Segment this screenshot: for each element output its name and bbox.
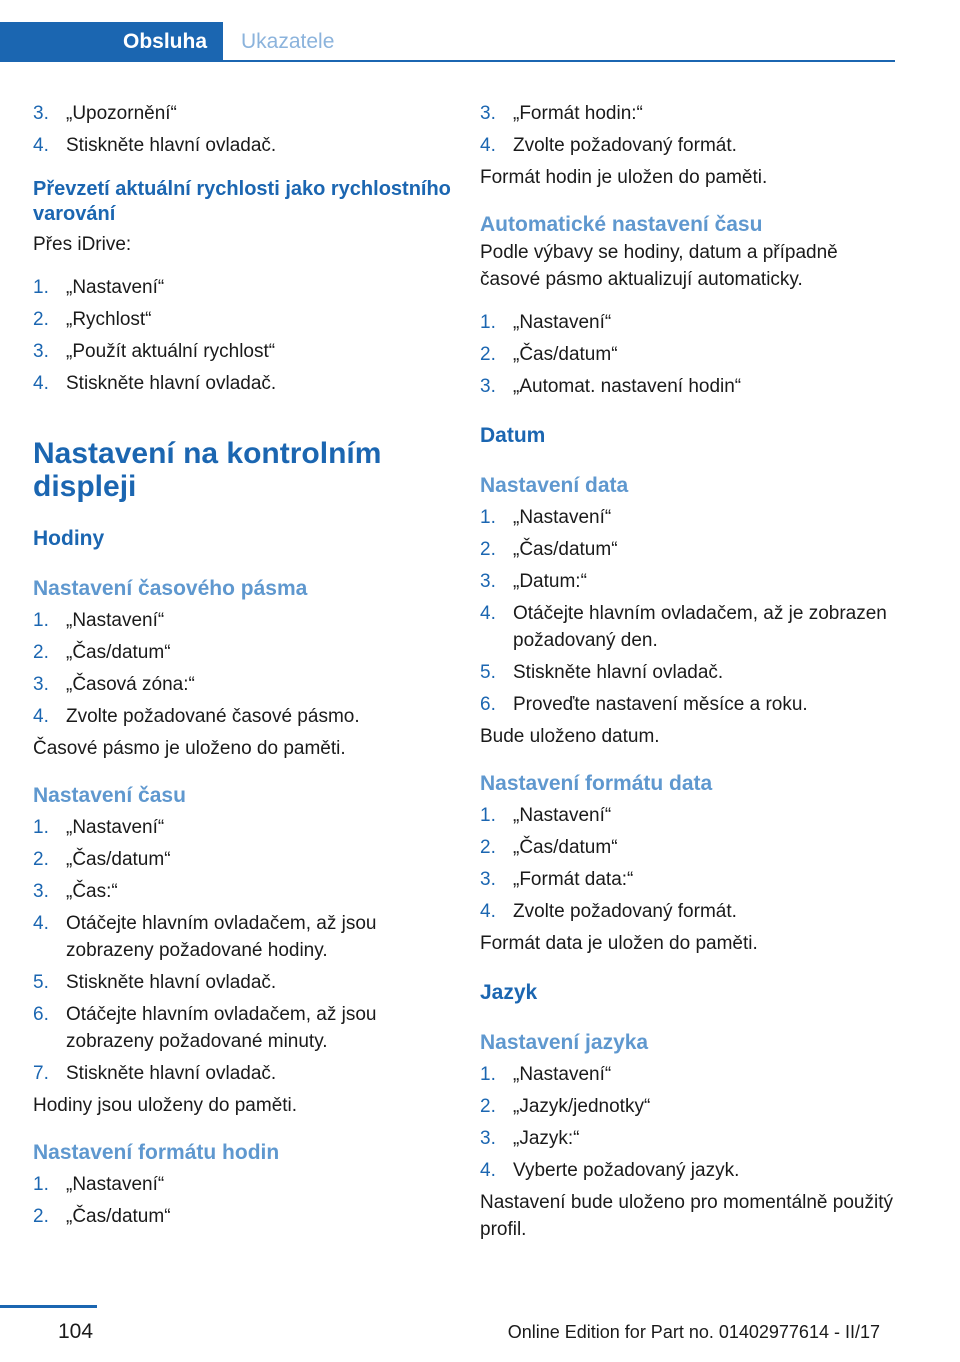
step-text: Stiskněte hlavní ovladač. (66, 373, 277, 394)
list-date-steps (480, 504, 895, 718)
list-item (33, 639, 453, 666)
step-number: 5. (33, 972, 49, 993)
heading-language: Nastavení jazyka (480, 1031, 649, 1054)
step-text: Otáčejte hlavním ovladačem, až jsou zobrazeny požadované minuty. (66, 1004, 377, 1052)
list-item (33, 814, 453, 841)
step-text: Stiskněte hlavní ovladač. (66, 135, 277, 156)
step-number: 6. (33, 1004, 49, 1025)
step-text: „Upozornění“ (66, 103, 177, 124)
list-item (33, 910, 453, 964)
step-text: Stiskněte hlavní ovladač. (513, 662, 724, 683)
language-note: Nastavení bude uloženo pro momentálně použitý profil. (480, 1192, 893, 1240)
list-speed-steps (33, 274, 453, 397)
list-clock-format-steps-cont (480, 100, 895, 159)
list-item (33, 1203, 453, 1230)
step-number: 6. (480, 694, 496, 715)
step-text: „Čas/datum“ (66, 849, 171, 870)
heading-datum: Datum (480, 424, 546, 447)
list-alert-steps (33, 100, 453, 159)
list-auto-steps (480, 309, 895, 400)
list-time-steps (33, 814, 453, 1087)
list-item (480, 691, 895, 718)
list-item (33, 671, 453, 698)
step-number: 2. (33, 1206, 49, 1227)
step-text: „Nastavení“ (513, 1064, 612, 1085)
list-item (33, 846, 453, 873)
step-number: 1. (480, 1064, 496, 1085)
step-number: 4. (480, 1160, 496, 1181)
step-number: 1. (33, 1174, 49, 1195)
list-item (480, 1125, 895, 1152)
date-format-note: Formát data je uložen do paměti. (480, 933, 758, 954)
step-number: 3. (480, 376, 496, 397)
step-number: 4. (480, 901, 496, 922)
step-number: 7. (33, 1063, 49, 1084)
step-number: 1. (480, 507, 496, 528)
step-text: „Formát data:“ (513, 869, 634, 890)
heading-time: Nastavení času (33, 784, 186, 807)
step-text: Proveďte nastavení měsíce a roku. (513, 694, 808, 715)
heading-auto-time: Automatické nastavení času (480, 213, 763, 236)
step-text: Zvolte požadované časové pásmo. (66, 706, 360, 727)
step-text: „Nastavení“ (66, 817, 165, 838)
list-item (33, 132, 453, 159)
footer-accent-line (0, 1305, 97, 1308)
list-item (33, 878, 453, 905)
step-text: „Čas/datum“ (66, 642, 171, 663)
section-tabs (0, 22, 895, 62)
auto-time-text: Podle výbavy se hodiny, datum a případně časové pásmo aktualizují automaticky. (480, 242, 838, 290)
edition-footer: Online Edition for Part no. 01402977614 - II/17 (507, 1322, 880, 1342)
list-item (33, 703, 453, 730)
list-item (33, 306, 453, 333)
step-number: 4. (33, 706, 49, 727)
list-item (480, 309, 895, 336)
step-number: 2. (33, 309, 49, 330)
step-text: „Nastavení“ (513, 507, 612, 528)
list-item (480, 866, 895, 893)
clock-format-note: Formát hodin je uložen do paměti. (480, 167, 768, 188)
left-column (33, 100, 453, 1235)
list-item (480, 898, 895, 925)
step-number: 1. (480, 805, 496, 826)
step-text: „Nastavení“ (513, 312, 612, 333)
step-text: „Automat. nastavení hodin“ (513, 376, 742, 397)
heading-date-format: Nastavení formátu data (480, 772, 713, 795)
step-text: „Datum:“ (513, 571, 587, 592)
heading-date-setting: Nastavení data (480, 474, 629, 497)
step-text: Stiskněte hlavní ovladač. (66, 972, 277, 993)
step-number: 4. (33, 913, 49, 934)
list-clock-format-steps (33, 1171, 453, 1230)
step-number: 3. (480, 571, 496, 592)
step-number: 3. (480, 1128, 496, 1149)
step-number: 3. (33, 674, 49, 695)
heading-speed-warning: Převzetí aktuální rychlosti jako rychlostního varování (33, 178, 451, 225)
list-item (480, 536, 895, 563)
list-item (480, 834, 895, 861)
list-item (33, 338, 453, 365)
tab-obsluha[interactable]: Obsluha (0, 22, 223, 62)
step-number: 1. (480, 312, 496, 333)
list-item (480, 659, 895, 686)
page-number: 104 (58, 1320, 94, 1343)
heading-jazyk: Jazyk (480, 981, 538, 1004)
step-number: 2. (480, 344, 496, 365)
list-language-steps (480, 1061, 895, 1184)
step-text: „Čas/datum“ (513, 539, 618, 560)
step-text: „Nastavení“ (66, 610, 165, 631)
step-text: „Časová zóna:“ (66, 674, 195, 695)
list-item (33, 370, 453, 397)
list-item (480, 132, 895, 159)
list-item (33, 1001, 453, 1055)
step-text: „Čas/datum“ (513, 837, 618, 858)
step-number: 4. (480, 135, 496, 156)
list-item (480, 1157, 895, 1184)
step-text: „Nastavení“ (66, 277, 165, 298)
step-number: 3. (480, 103, 496, 124)
date-note: Bude uloženo datum. (480, 726, 660, 747)
step-number: 4. (480, 603, 496, 624)
step-number: 4. (33, 135, 49, 156)
list-item (480, 1061, 895, 1088)
step-text: Otáčejte hlavním ovladačem, až jsou zobrazeny požadované hodiny. (66, 913, 377, 961)
right-column (480, 100, 895, 1243)
list-item (480, 802, 895, 829)
list-item (480, 100, 895, 127)
list-item (33, 969, 453, 996)
timezone-note: Časové pásmo je uloženo do paměti. (33, 738, 346, 759)
step-number: 1. (33, 817, 49, 838)
list-timezone-steps (33, 607, 453, 730)
step-text: Zvolte požadovaný formát. (513, 135, 737, 156)
step-number: 3. (33, 341, 49, 362)
step-text: Otáčejte hlavním ovladačem, až je zobrazen požadovaný den. (513, 603, 887, 651)
step-text: Vyberte požadovaný jazyk. (513, 1160, 740, 1181)
list-item (33, 1171, 453, 1198)
step-text: „Použít aktuální rychlost“ (66, 341, 276, 362)
step-number: 3. (33, 881, 49, 902)
step-number: 1. (33, 610, 49, 631)
step-text: „Čas/datum“ (66, 1206, 171, 1227)
heading-display-settings: Nastavení na kontrolním displeji (33, 437, 382, 503)
list-item (480, 504, 895, 531)
list-item (480, 568, 895, 595)
list-item (480, 600, 895, 654)
step-text: „Jazyk:“ (513, 1128, 580, 1149)
step-text: „Nastavení“ (66, 1174, 165, 1195)
step-text: „Nastavení“ (513, 805, 612, 826)
step-number: 1. (33, 277, 49, 298)
tabbar-divider (0, 60, 895, 62)
step-text: Zvolte požadovaný formát. (513, 901, 737, 922)
step-number: 2. (33, 642, 49, 663)
idrive-text: Přes iDrive: (33, 234, 132, 255)
list-item (33, 1060, 453, 1087)
step-number: 2. (33, 849, 49, 870)
list-item (33, 274, 453, 301)
heading-clock-format: Nastavení formátu hodin (33, 1141, 280, 1164)
step-number: 2. (480, 539, 496, 560)
step-text: Stiskněte hlavní ovladač. (66, 1063, 277, 1084)
list-item (33, 607, 453, 634)
step-number: 4. (33, 373, 49, 394)
step-number: 5. (480, 662, 496, 683)
step-text: „Rychlost“ (66, 309, 152, 330)
list-item (33, 100, 453, 127)
step-number: 3. (33, 103, 49, 124)
step-number: 3. (480, 869, 496, 890)
heading-timezone: Nastavení časového pásma (33, 577, 308, 600)
step-text: „Jazyk/jednotky“ (513, 1096, 651, 1117)
step-number: 2. (480, 837, 496, 858)
step-text: „Čas/datum“ (513, 344, 618, 365)
list-item (480, 341, 895, 368)
step-text: „Čas:“ (66, 881, 118, 902)
list-item (480, 373, 895, 400)
heading-hodiny: Hodiny (33, 527, 105, 550)
tab-ukazatele[interactable]: Ukazatele (241, 30, 335, 53)
step-number: 2. (480, 1096, 496, 1117)
time-note: Hodiny jsou uloženy do paměti. (33, 1095, 298, 1116)
list-date-format-steps (480, 802, 895, 925)
list-item (480, 1093, 895, 1120)
step-text: „Formát hodin:“ (513, 103, 643, 124)
